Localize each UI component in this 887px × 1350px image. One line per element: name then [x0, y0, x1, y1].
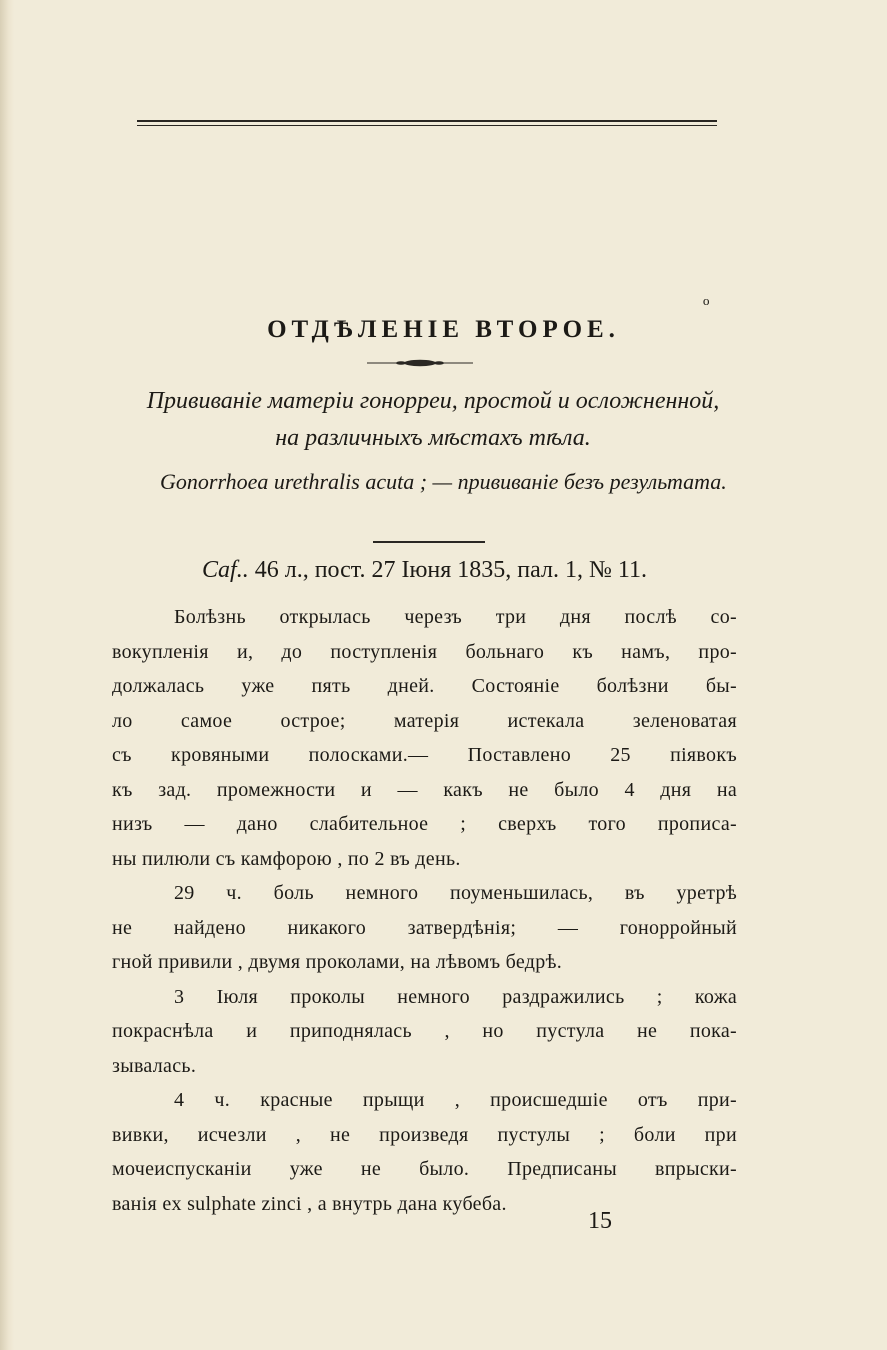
text-line: съ кровяными полосками.— Поставлено 25 піявокъ — [112, 744, 737, 766]
text-line: гной привили , двумя проколами, на лѣвомъ бедрѣ. — [112, 951, 563, 973]
stray-mark: ₒ — [703, 283, 710, 308]
text-line: вокупленія и, до поступленія больнаго къ намъ, про- — [112, 640, 737, 663]
page-spine-shadow — [0, 0, 14, 1350]
ornament-divider-icon — [367, 358, 473, 368]
text-line: вивки, исчезли , не произведя пустулы ; боли при — [112, 1123, 737, 1146]
subtitle-line-2: на различныхъ мѣстахъ тѣла. — [275, 425, 591, 451]
text-line: ванія ex sulphate zinci , а внутрь дана кубеба. — [112, 1192, 507, 1215]
case-header — [112, 552, 737, 588]
diagnosis-line: Gonorrhoea urethralis acuta ; — прививаніе безъ результата. — [160, 469, 727, 494]
page-number: 15 — [588, 1208, 612, 1234]
section-heading: ОТДѢЛЕНІЕ ВТОРОЕ. — [267, 316, 620, 343]
text-line: къ зад. промежности и — какъ не было 4 дня на — [112, 778, 737, 801]
text-line: Болѣзнь открылась черезъ три дня послѣ со- — [174, 606, 737, 628]
text-line: покраснѣла и приподнялась , но пустула не пока- — [112, 1020, 737, 1042]
body-text — [112, 600, 737, 1221]
text-line: мочеиспусканіи уже не было. Предписаны впрыски- — [112, 1158, 737, 1180]
text-line: 29 ч. боль немного поуменьшилась, въ уретрѣ — [174, 882, 737, 904]
patient-name: Caf.. — [202, 557, 249, 583]
text-line: 4 ч. красные прыщи , происшедшіе отъ при- — [174, 1089, 737, 1111]
text-line: низъ — дано слабительное ; сверхъ того прописа- — [112, 813, 737, 835]
text-line: ны пилюли съ камфорою , по 2 въ день. — [112, 847, 461, 870]
case-details: 46 л., пост. 27 Іюня 1835, пал. 1, № 11. — [248, 557, 647, 583]
short-rule — [373, 541, 485, 543]
text-line: не найдено никакого затвердѣнія; — гонорройный — [112, 916, 737, 939]
subtitle-line-1: Прививаніе матеріи гонорреи, простой и осложненной, — [146, 388, 720, 414]
text-line: ло самое острое; матерія истекала зеленоватая — [112, 709, 737, 732]
text-line: 3 Іюля проколы немного раздражились ; кожа — [174, 985, 737, 1008]
text-line: должалась уже пять дней. Состояніе болѣзни бы- — [112, 675, 737, 697]
top-double-rule — [137, 120, 717, 127]
text-line: зывалась. — [112, 1054, 197, 1077]
section-subtitle — [118, 383, 748, 457]
